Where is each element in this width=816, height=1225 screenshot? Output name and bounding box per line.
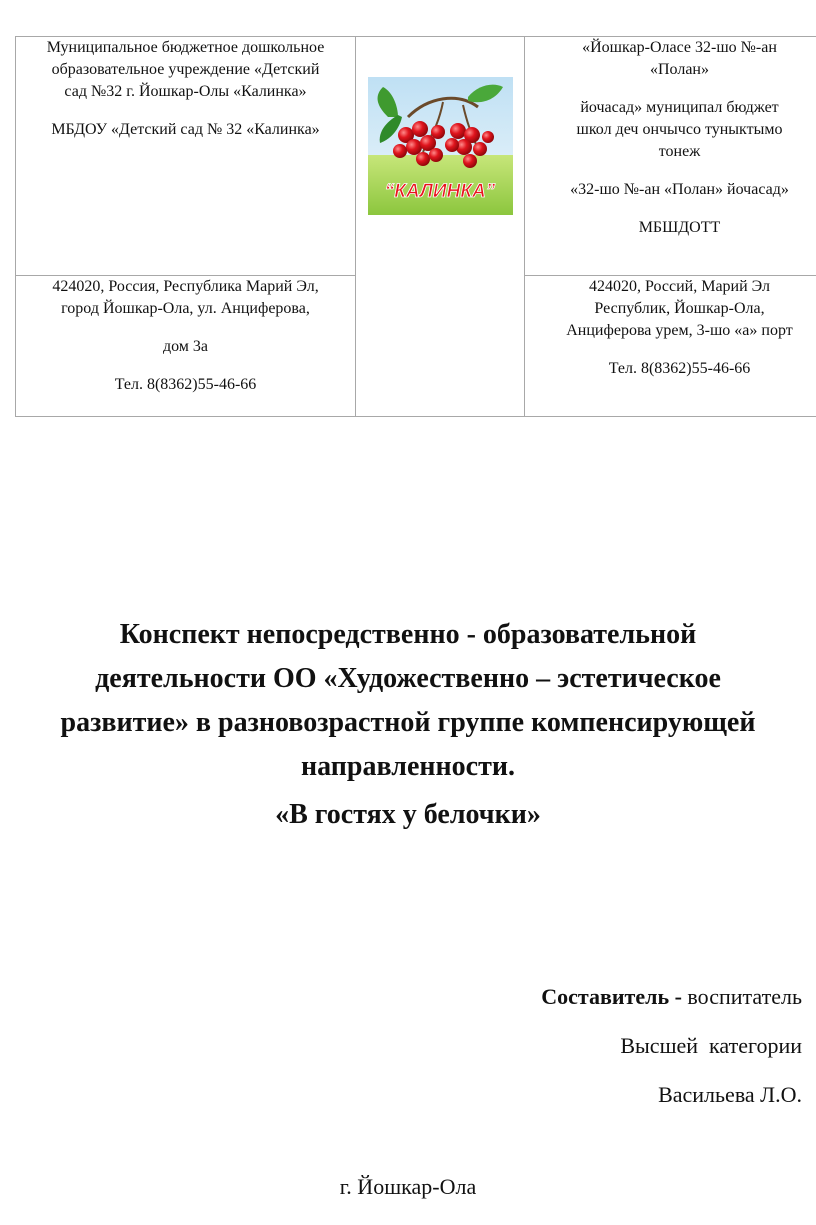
author-role: воспитатель — [681, 984, 802, 1009]
logo-text: “КАЛИНКА” — [384, 181, 495, 202]
org-name-ru — [16, 37, 356, 276]
org-line: сад №32 г. Йошкар-Олы «Калинка» — [64, 83, 307, 100]
org-line: тонеж — [658, 143, 701, 160]
org-line: школ деч ончычсо туныктымо — [576, 121, 783, 138]
address-line: дом 3а — [162, 338, 209, 355]
address-line: город Йошкар-Ола, ул. Анциферова, — [61, 300, 310, 317]
author-label: Составитель - — [541, 984, 682, 1009]
logo-cell — [356, 37, 525, 417]
org-line: образовательное учреждение «Детский — [51, 61, 320, 78]
header-table — [15, 36, 816, 417]
document-title — [0, 613, 816, 789]
address-line: Республик, Йошкар-Ола, — [594, 300, 765, 317]
title-line: деятельности ОО «Художественно – эстетическое — [95, 663, 721, 694]
org-line: йочасад» муниципал бюджет — [580, 99, 779, 116]
org-line: «Полан» — [650, 61, 709, 78]
title-line: Конспект непосредственно - образовательной — [119, 619, 697, 650]
org-line: Муниципальное бюджетное дошкольное — [46, 39, 325, 56]
city: г. Йошкар-Ола — [339, 1174, 477, 1199]
org-abbrev-mari: МБШДОТТ — [638, 219, 721, 236]
address-line: Анциферова урем, 3-шо «а» порт — [566, 322, 793, 339]
author-block — [541, 982, 802, 1110]
author-name: Васильева Л.О. — [658, 1082, 802, 1107]
title-line: развитие» в разновозрастной группе компенсирующей — [60, 707, 756, 738]
kalinka-logo — [368, 77, 513, 215]
phone-ru: Тел. 8(8362)55-46-66 — [114, 376, 257, 393]
org-short-mari: «32-шо №-ан «Полан» йочасад» — [570, 181, 789, 198]
org-short-ru: МБДОУ «Детский сад № 32 «Калинка» — [51, 121, 320, 138]
org-name-mari — [525, 37, 816, 276]
address-line: 424020, Россий, Марий Эл — [588, 278, 770, 295]
org-line: «Йошкар-Оласе 32-шо №-ан — [582, 39, 777, 56]
author-role-line — [541, 982, 802, 1012]
author-category: Высшей категории — [620, 1033, 802, 1058]
title-line: направленности. — [301, 751, 515, 782]
address-line: 424020, Россия, Республика Марий Эл, — [52, 278, 319, 295]
address-mari — [525, 276, 816, 417]
lesson-title: «В гостях у белочки» — [275, 799, 541, 830]
phone-mari: Тел. 8(8362)55-46-66 — [608, 360, 751, 377]
address-ru — [16, 276, 356, 417]
